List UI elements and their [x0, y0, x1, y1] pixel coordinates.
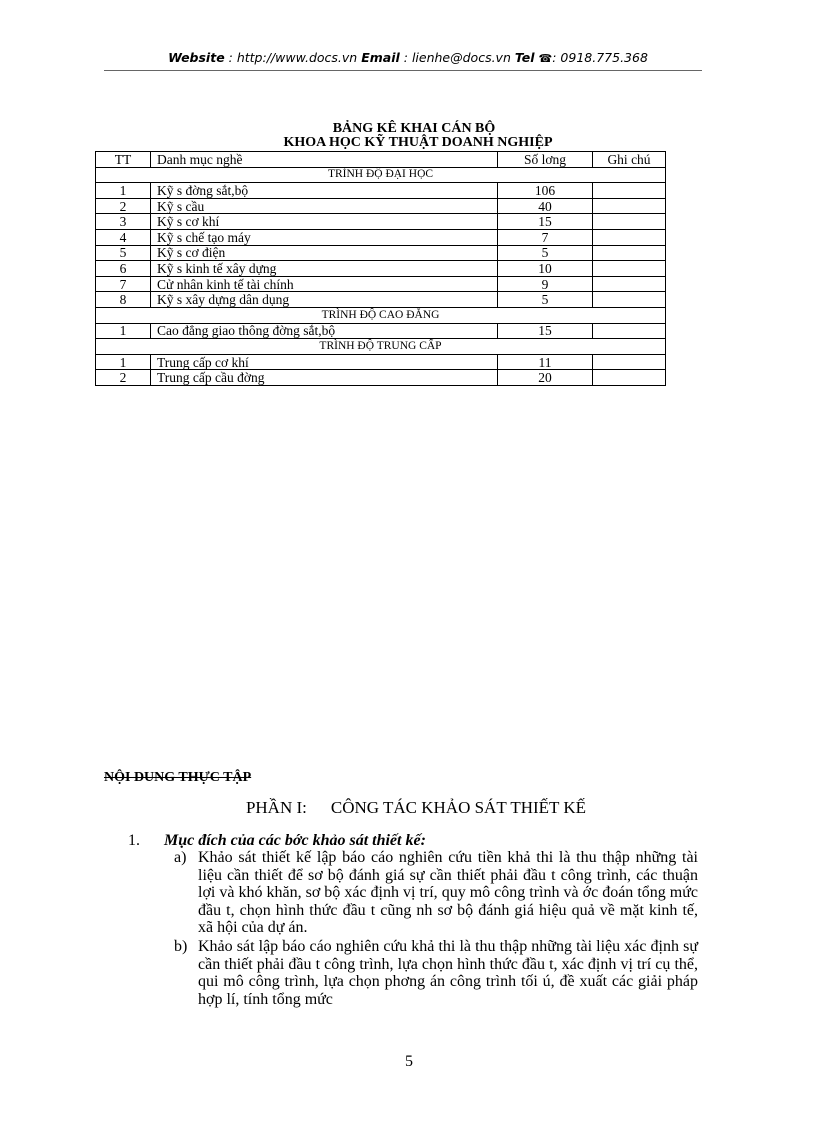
table-row [96, 354, 666, 370]
header-col-quantity: Số lơng [498, 152, 593, 168]
header-divider [104, 70, 702, 71]
cell-col-name: Trung cấp cầu đờng [151, 370, 498, 386]
cell-col-quantity: 10 [498, 261, 593, 277]
table-row [96, 198, 666, 214]
staff-table [95, 151, 666, 386]
section-row [96, 167, 666, 183]
cell-col-name: Kỹ s kinh tế xây dựng [151, 261, 498, 277]
cell-col-tt: 2 [96, 198, 151, 214]
table-header-row [96, 152, 666, 168]
paragraph-a-text: Khảo sát thiết kế lập báo cáo nghiên cứu tiền khả thi là thu thập những tài liệu cần thiết để sơ bộ đánh giá sự cần thiết phải đầu t công trình, các thuận lợi và khó khăn, sơ bộ xác định vị trí, quy mô công trình và ớc đoán tổng mức đầu t, chọn hình thức đầu t cũng nh sơ bộ đánh giá hiệu quả về mặt kinh tế, xã hội của dự án. [198, 849, 698, 936]
table-row [96, 214, 666, 230]
item-title: Mục đích của các bớc khảo sát thiết kế: [164, 832, 426, 849]
cell-col-tt: 1 [96, 323, 151, 339]
section-heading: NỘI DUNG THỰC TẬP [104, 770, 252, 785]
section-title: TRÌNH ĐỘ ĐẠI HỌC [96, 167, 666, 183]
cell-col-tt: 1 [96, 183, 151, 199]
cell-col-quantity: 11 [498, 354, 593, 370]
cell-col-note [593, 183, 666, 199]
cell-col-quantity: 7 [498, 229, 593, 245]
cell-col-note [593, 214, 666, 230]
cell-col-name: Kỹ s cầu [151, 198, 498, 214]
cell-col-name: Cử nhân kinh tế tài chính [151, 276, 498, 292]
cell-col-tt: 5 [96, 245, 151, 261]
cell-col-tt: 6 [96, 261, 151, 277]
cell-col-note [593, 229, 666, 245]
tel-label: Tel [514, 50, 535, 65]
cell-col-note [593, 292, 666, 308]
cell-col-tt: 2 [96, 370, 151, 386]
table-title-line1: BẢNG KÊ KHAI CÁN BỘ [332, 121, 496, 136]
cell-col-tt: 7 [96, 276, 151, 292]
paragraph-b-text: Khảo sát lập báo cáo nghiên cứu khả thi là thu thập những tài liệu xác định sự cần thiết phải đầu t công trình, lựa chọn hình thức đầu t, xác định vị trí cụ thể, qui mô công trình, lựa chọn phơng án công trình tối ú, đề xuất các giải pháp hợp lí, tính tổng mức [198, 938, 698, 1008]
table-row [96, 292, 666, 308]
cell-col-quantity: 15 [498, 214, 593, 230]
paragraph-b [174, 938, 698, 1008]
cell-col-note [593, 354, 666, 370]
table-row [96, 323, 666, 339]
phone-icon: ☎ [538, 52, 553, 65]
cell-col-note [593, 370, 666, 386]
cell-col-name: Kỹ s cơ điện [151, 245, 498, 261]
header-col-tt: TT [96, 152, 151, 168]
header-col-note: Ghi chú [593, 152, 666, 168]
cell-col-name: Kỹ s đờng sắt,bộ [151, 183, 498, 199]
cell-col-note [593, 198, 666, 214]
table-row [96, 183, 666, 199]
table-row [96, 229, 666, 245]
cell-col-quantity: 5 [498, 292, 593, 308]
cell-col-quantity: 40 [498, 198, 593, 214]
table-row [96, 245, 666, 261]
item-number: 1. [128, 832, 140, 849]
table-row [96, 261, 666, 277]
section-title: TRÌNH ĐỘ TRUNG CẤP [96, 339, 666, 355]
cell-col-quantity: 5 [498, 245, 593, 261]
website-value: : http://www.docs.vn [224, 50, 362, 65]
table-title-line2: KHOA HỌC KỸ THUẬT DOANH NGHIỆP [283, 135, 553, 150]
cell-col-quantity: 20 [498, 370, 593, 386]
tel-value: : 0918.775.368 [552, 50, 648, 65]
email-value: : lienhe@docs.vn [399, 50, 515, 65]
table-row [96, 276, 666, 292]
paragraph-b-label: b) [174, 938, 188, 955]
cell-col-quantity: 106 [498, 183, 593, 199]
part-label: PHẦN I: [245, 798, 307, 817]
cell-col-name: Kỹ s chế tạo máy [151, 229, 498, 245]
section-row [96, 339, 666, 355]
cell-col-note [593, 323, 666, 339]
cell-col-note [593, 276, 666, 292]
cell-col-quantity: 9 [498, 276, 593, 292]
paragraph-a [174, 849, 698, 937]
part-heading [0, 798, 816, 818]
cell-col-tt: 3 [96, 214, 151, 230]
section-row [96, 307, 666, 323]
cell-col-name: Kỹ s xây dựng dân dụng [151, 292, 498, 308]
cell-col-note [593, 245, 666, 261]
cell-col-note [593, 261, 666, 277]
header-col-name: Danh mục nghề [151, 152, 498, 168]
website-label: Website [168, 50, 225, 65]
cell-col-tt: 4 [96, 229, 151, 245]
cell-col-tt: 1 [96, 354, 151, 370]
cell-col-quantity: 15 [498, 323, 593, 339]
paragraph-a-label: a) [174, 849, 187, 866]
cell-col-name: Trung cấp cơ khí [151, 354, 498, 370]
section-title: TRÌNH ĐỘ CAO ĐẲNG [96, 307, 666, 323]
page-header [0, 50, 816, 65]
cell-col-tt: 8 [96, 292, 151, 308]
cell-col-name: Cao đẳng giao thông đờng sắt,bộ [151, 323, 498, 339]
email-label: Email [361, 50, 400, 65]
page-number: 5 [405, 1053, 413, 1070]
cell-col-name: Kỹ s cơ khí [151, 214, 498, 230]
part-title: CÔNG TÁC KHẢO SÁT THIẾT KẾ [330, 798, 587, 817]
table-row [96, 370, 666, 386]
